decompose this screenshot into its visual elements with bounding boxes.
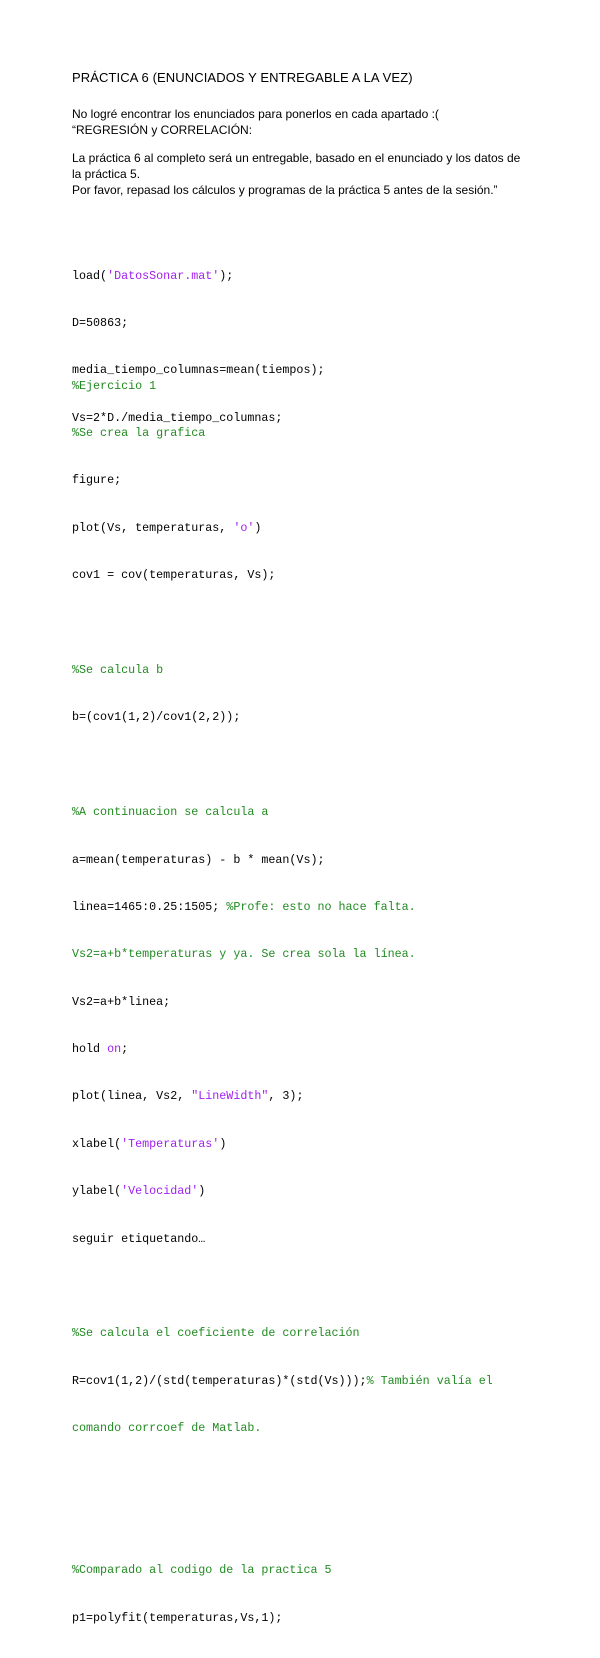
code-comment: % También valía el <box>366 1373 493 1388</box>
code-block-exercise <box>72 347 493 1658</box>
description-line-2: la práctica 5. <box>72 167 141 181</box>
code-line: R=cov1(1,2)/(std(temperaturas)*(std(Vs)));% También valía el <box>72 1373 493 1388</box>
code-line: plot(Vs, temperaturas, 'o') <box>72 520 262 535</box>
string-literal: "LineWidth" <box>191 1089 269 1104</box>
code-line: seguir etiquetando… <box>72 1231 206 1246</box>
blank-line <box>72 758 493 774</box>
code-comment: comando corrcoef de Matlab. <box>72 1421 262 1436</box>
string-literal: 'o' <box>233 520 255 535</box>
string-literal: 'Temperaturas' <box>121 1136 220 1151</box>
code-comment: %Se calcula b <box>72 662 164 677</box>
code-line: b=(cov1(1,2)/cov1(2,2)); <box>72 710 241 725</box>
code-comment: %A continuacion se calcula a <box>72 805 269 820</box>
code-line: plot(linea, Vs2, "LineWidth", 3); <box>72 1089 304 1104</box>
code-line: ylabel('Velocidad') <box>72 1184 206 1199</box>
code-comment: %Ejercicio 1 <box>72 378 157 393</box>
code-comment: %Se calcula el coeficiente de correlación <box>72 1326 360 1341</box>
blank-line <box>72 1469 493 1485</box>
string-literal: 'Velocidad' <box>121 1184 199 1199</box>
code-line: cov1 = cov(temperaturas, Vs); <box>72 568 276 583</box>
description-line-3: Por favor, repasad los cálculos y programas de la práctica 5 antes de la sesión.” <box>72 183 498 197</box>
code-line: a=mean(temperaturas) - b * mean(Vs); <box>72 852 325 867</box>
description-line-1: La práctica 6 al completo será un entregable, basado en el enunciado y los datos de <box>72 151 521 165</box>
code-comment: %Profe: esto no hace falta. <box>226 899 416 914</box>
code-comment: Vs2=a+b*temperaturas y ya. Se crea sola la línea. <box>72 947 416 962</box>
string-literal: 'DatosSonar.mat' <box>107 268 220 283</box>
code-comment: %Comparado al codigo de la practica 5 <box>72 1563 332 1578</box>
code-line: figure; <box>72 473 122 488</box>
blank-line <box>72 1279 493 1295</box>
code-line: p1=polyfit(temperaturas,Vs,1); <box>72 1610 283 1625</box>
code-line: linea=1465:0.25:1505; %Profe: esto no hace falta. <box>72 899 416 914</box>
blank-line <box>72 616 493 632</box>
code-line: media_tiempo_columnas=mean(tiempos); <box>72 363 325 378</box>
code-line: D=50863; <box>72 315 129 330</box>
blank-line <box>72 1516 493 1532</box>
string-literal: on <box>107 1042 122 1057</box>
description-paragraph <box>72 150 520 198</box>
code-comment: %Se crea la grafica <box>72 425 206 440</box>
code-line: hold on; <box>72 1042 129 1057</box>
intro-line-1: No logré encontrar los enunciados para ponerlos en cada apartado :( <box>72 107 439 121</box>
code-line: Vs2=a+b*linea; <box>72 994 171 1009</box>
code-line: xlabel('Temperaturas') <box>72 1136 227 1151</box>
page-title: PRÁCTICA 6 (ENUNCIADOS Y ENTREGABLE A LA VEZ) <box>72 70 413 85</box>
code-line: Vs=2*D./media_tiempo_columnas; <box>72 410 283 425</box>
intro-line-2: “REGRESIÓN y CORRELACIÓN: <box>72 123 253 137</box>
intro-paragraph <box>72 106 439 138</box>
code-line: load('DatosSonar.mat'); <box>72 268 234 283</box>
